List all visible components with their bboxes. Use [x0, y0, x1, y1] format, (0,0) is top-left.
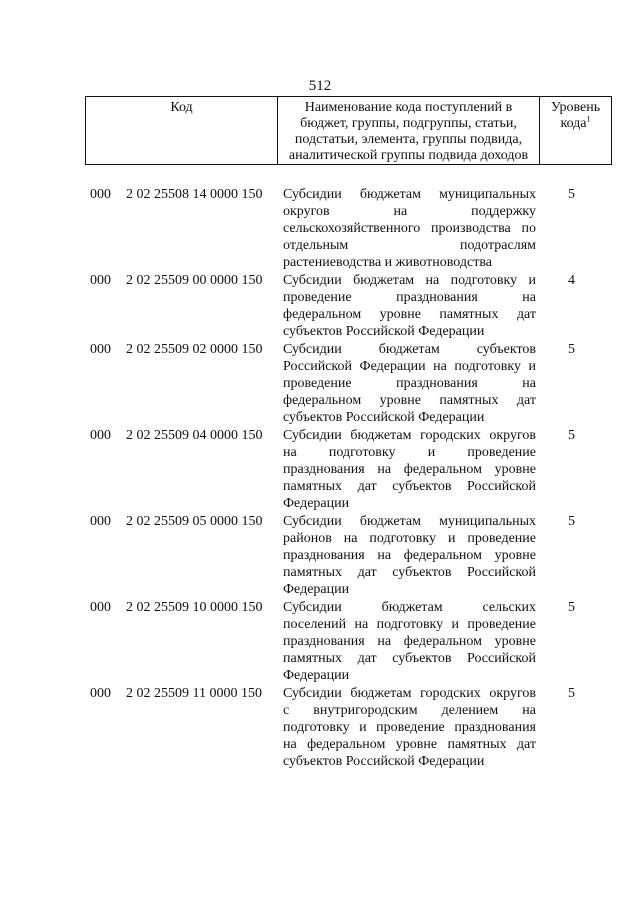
table-row — [0, 427, 640, 512]
revenue-name-cell — [283, 341, 536, 426]
revenue-name-line: памятных дат субъектов Российской — [283, 479, 536, 494]
table-row — [0, 341, 640, 426]
revenue-code-cell: 2 02 25508 14 0000 150 — [126, 187, 263, 202]
revenue-name-line: Субсидии бюджетам на подготовку и — [283, 273, 536, 288]
admin-code-cell: 000 — [90, 273, 111, 288]
revenue-code-cell: 2 02 25509 00 0000 150 — [126, 273, 263, 288]
header-level-cell — [540, 97, 611, 164]
revenue-name-line: на федеральном уровне памятных дат — [283, 737, 536, 752]
revenue-name-line: субъектов Российской Федерации — [283, 410, 485, 425]
revenue-name-cell — [283, 427, 536, 512]
revenue-name-line: проведение празднования на — [283, 290, 536, 305]
revenue-code-cell: 2 02 25509 04 0000 150 — [126, 428, 263, 443]
table-row — [0, 186, 640, 271]
header-name-line: бюджет, группы, подгруппы, статьи, — [300, 116, 517, 131]
revenue-name-line: Субсидии бюджетам городских округов — [283, 428, 536, 443]
header-level-footnote: 1 — [586, 114, 591, 124]
revenue-name-line: федеральном уровне памятных дат — [283, 307, 536, 322]
revenue-name-line: субъектов Российской Федерации — [283, 324, 485, 339]
revenue-code-cell: 2 02 25509 11 0000 150 — [126, 686, 262, 701]
code-level-cell: 5 — [568, 514, 575, 529]
revenue-name-line: субъектов Российской Федерации — [283, 754, 485, 769]
revenue-name-line: Федерации — [283, 582, 350, 597]
revenue-name-line: округов на поддержку — [283, 204, 536, 219]
revenue-name-line: на подготовку и проведение — [283, 445, 536, 460]
admin-code-cell: 000 — [90, 428, 111, 443]
header-level-line2-wrap — [540, 116, 611, 132]
revenue-name-line: празднования на федеральном уровне — [283, 462, 536, 477]
header-name-cell — [278, 97, 540, 164]
revenue-name-cell — [283, 186, 536, 271]
table-row — [0, 599, 640, 684]
revenue-name-cell — [283, 272, 536, 340]
revenue-code-cell: 2 02 25509 10 0000 150 — [126, 600, 263, 615]
code-level-cell: 5 — [568, 600, 575, 615]
code-level-cell: 5 — [568, 342, 575, 357]
revenue-name-line: проведение празднования на — [283, 376, 536, 391]
revenue-name-line: поселений на подготовку и проведение — [283, 617, 536, 632]
revenue-name-line: Субсидии бюджетам городских округов — [283, 686, 536, 701]
revenue-name-line: федеральном уровне памятных дат — [283, 393, 536, 408]
revenue-name-line: празднования на федеральном уровне — [283, 548, 536, 563]
header-level-line2: кода — [560, 116, 587, 131]
revenue-name-line: памятных дат субъектов Российской — [283, 651, 536, 666]
revenue-name-line: с внутригородским делением на — [283, 703, 536, 718]
table-row — [0, 685, 640, 770]
header-name-line: подстатьи, элемента, группы подвида, — [294, 132, 523, 147]
admin-code-cell: 000 — [90, 686, 111, 701]
revenue-name-line: памятных дат субъектов Российской — [283, 565, 536, 580]
revenue-name-line: районов на подготовку и проведение — [283, 531, 536, 546]
table-row — [0, 272, 640, 340]
header-name-line: Наименование кода поступлений в — [304, 100, 513, 115]
table-row — [0, 513, 640, 598]
revenue-name-line: отдельным подотраслям — [283, 238, 536, 253]
admin-code-cell: 000 — [90, 187, 111, 202]
header-name-line: аналитической группы подвида доходов — [288, 148, 529, 163]
code-level-cell: 5 — [568, 686, 575, 701]
revenue-name-cell — [283, 599, 536, 684]
page-number: 512 — [308, 78, 332, 94]
revenue-name-line: сельскохозяйственного производства по — [283, 221, 536, 236]
revenue-name-line: растениеводства и животноводства — [283, 255, 492, 270]
revenue-name-line: Субсидии бюджетам муниципальных — [283, 187, 536, 202]
revenue-name-line: Субсидии бюджетам сельских — [283, 600, 536, 615]
revenue-code-cell: 2 02 25509 02 0000 150 — [126, 342, 263, 357]
revenue-name-line: празднования на федеральном уровне — [283, 634, 536, 649]
revenue-name-cell — [283, 685, 536, 770]
revenue-name-line: подготовку и проведение празднования — [283, 720, 536, 735]
revenue-name-line: Субсидии бюджетам муниципальных — [283, 514, 536, 529]
admin-code-cell: 000 — [90, 600, 111, 615]
code-level-cell: 4 — [568, 273, 575, 288]
table-body — [0, 186, 640, 771]
revenue-name-line: Федерации — [283, 496, 350, 511]
admin-code-cell: 000 — [90, 342, 111, 357]
header-code-cell: Код — [86, 97, 278, 164]
revenue-code-cell: 2 02 25509 05 0000 150 — [126, 514, 263, 529]
header-level-line1: Уровень — [550, 100, 601, 115]
code-level-cell: 5 — [568, 187, 575, 202]
revenue-name-line: Субсидии бюджетам субъектов — [283, 342, 536, 357]
admin-code-cell: 000 — [90, 514, 111, 529]
revenue-name-line: Российской Федерации на подготовку и — [283, 359, 536, 374]
revenue-name-cell — [283, 513, 536, 598]
revenue-name-line: Федерации — [283, 668, 350, 683]
code-level-cell: 5 — [568, 428, 575, 443]
table-header — [85, 96, 612, 165]
